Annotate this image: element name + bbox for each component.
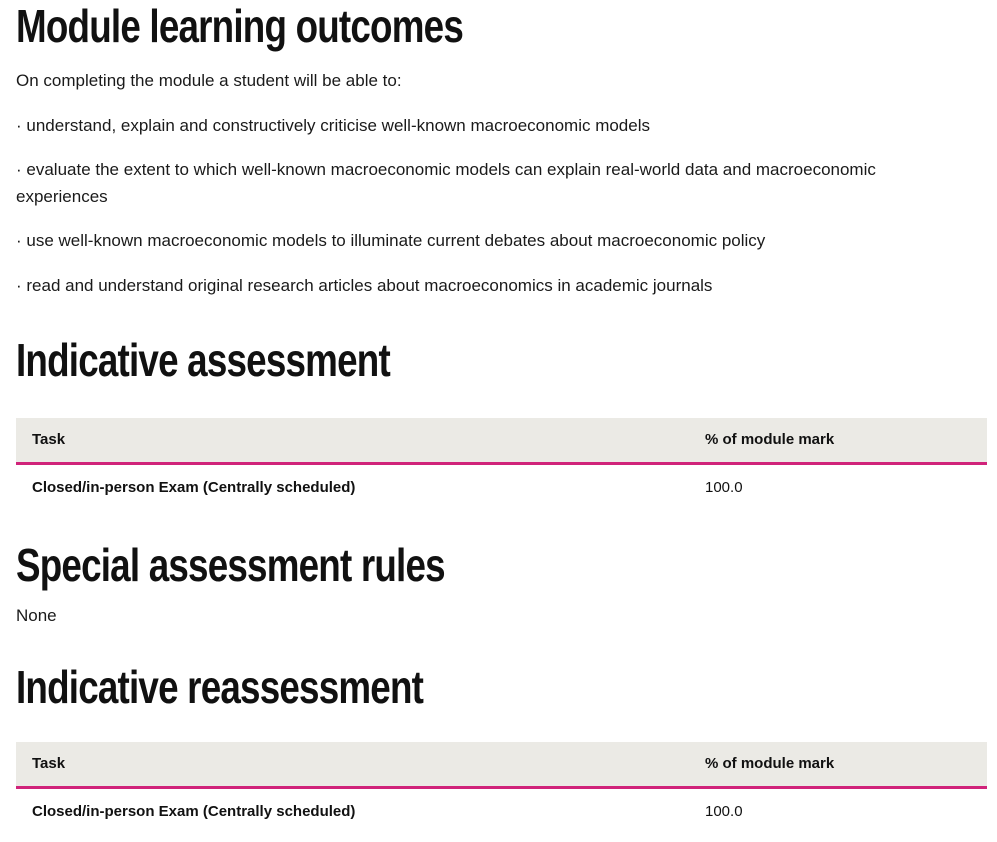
task-cell: Closed/in-person Exam (Centrally scheduled) (32, 803, 356, 820)
mark-cell: 100.0 (705, 479, 743, 496)
special-assessment-rules-heading: Special assessment rules (16, 539, 445, 591)
outcomes-intro: On completing the module a student will be able to: (16, 71, 402, 90)
table-header (16, 742, 987, 789)
outcome-item: · evaluate the extent to which well-known macroeconomic models can explain real-world data and macroeconomic experiences (16, 160, 876, 206)
table-header (16, 418, 987, 465)
table-row (16, 789, 987, 835)
outcome-item: · use well-known macroeconomic models to illuminate current debates about macroeconomic policy (16, 231, 766, 250)
indicative-reassessment-heading: Indicative reassessment (16, 661, 424, 713)
reassessment-table (16, 742, 987, 835)
module-learning-outcomes-heading: Module learning outcomes (16, 0, 463, 52)
column-header-mark: % of module mark (705, 431, 835, 448)
task-cell: Closed/in-person Exam (Centrally scheduled) (32, 479, 356, 496)
table-row (16, 465, 987, 511)
outcome-item: · understand, explain and constructively criticise well-known macroeconomic models (16, 116, 650, 135)
column-header-mark: % of module mark (705, 755, 835, 772)
special-rules-text: None (16, 606, 57, 625)
mark-cell: 100.0 (705, 803, 743, 820)
assessment-table (16, 418, 987, 511)
indicative-assessment-heading: Indicative assessment (16, 334, 390, 386)
column-header-task: Task (32, 755, 66, 772)
column-header-task: Task (32, 431, 66, 448)
outcome-item: · read and understand original research articles about macroeconomics in academic journals (16, 276, 713, 295)
